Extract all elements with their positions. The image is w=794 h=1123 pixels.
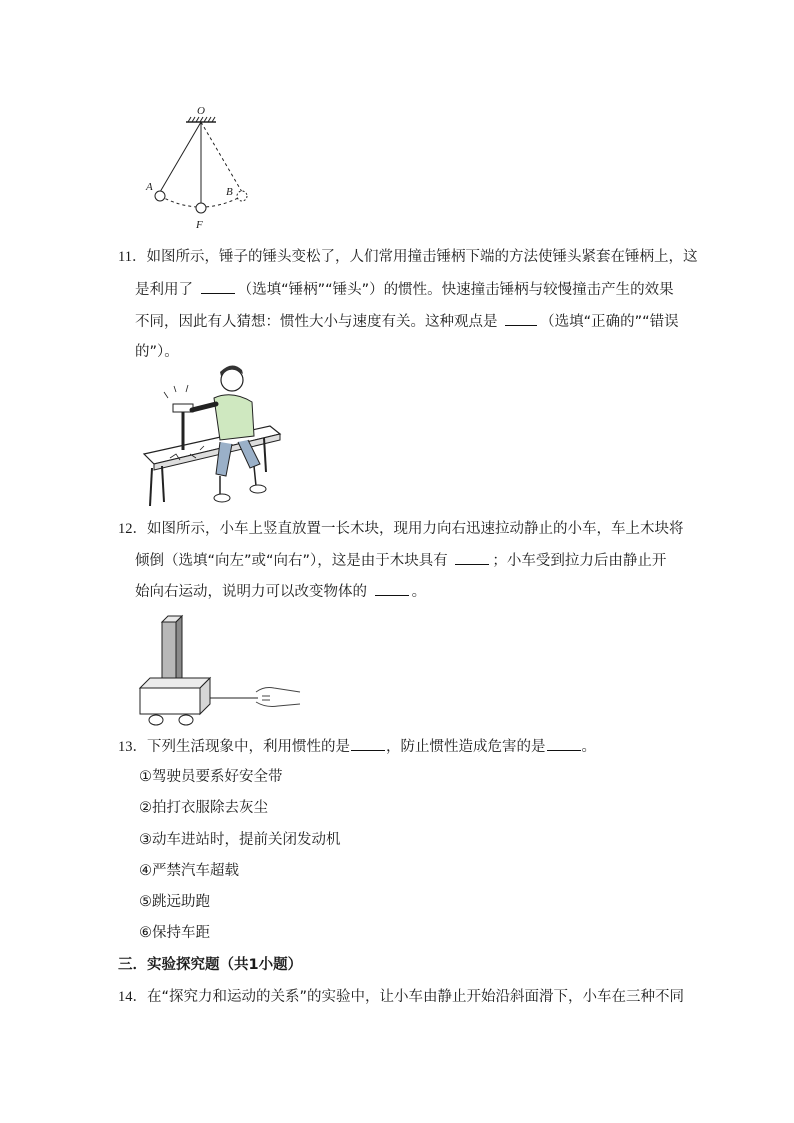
q14-line1 — [118, 987, 684, 1007]
q13-stem-c: 。 — [581, 739, 596, 755]
q12-text2b: ；小车受到拉力后由静止开 — [492, 553, 667, 569]
q12-text1: 如图所示，小车上竖直放置一长木块，现用力向右迅速拉动静止的小车，车上木块将 — [147, 521, 684, 537]
q12-line1 — [118, 519, 684, 539]
hammer-figure — [140, 362, 285, 510]
q13-blank1[interactable] — [351, 736, 385, 751]
q12-blank1[interactable] — [455, 550, 489, 565]
q11-number: 11． — [118, 249, 147, 265]
q13-stem-a: 下列生活现象中，利用惯性的是 — [147, 739, 350, 755]
q11-text3a: 不同，因此有人猜想：惯性大小与速度有关。这种观点是 — [135, 314, 498, 330]
q12-text2a: 倾倒（选填“向左”或“向右”），这是由于木块具有 — [135, 553, 448, 569]
pendulum-figure — [140, 102, 260, 232]
q14-text1: 在“探究力和运动的关系”的实验中，让小车由静止开始沿斜面滑下，小车在三种不同 — [147, 989, 685, 1005]
q13-option-1: ①驾驶员要系好安全带 — [139, 769, 283, 785]
label-o: O — [197, 105, 205, 117]
q13-stem — [118, 736, 596, 757]
q12-text3a: 始向右运动，说明力可以改变物体的 — [135, 584, 367, 600]
q11-text1: 如图所示，锤子的锤头变松了，人们常用撞击锤柄下端的方法使锤头紧套在锤柄上，这 — [146, 249, 698, 265]
q13-option-2: ②拍打衣服除去灰尘 — [139, 800, 268, 816]
q11-text2b: （选填“锤柄”“锤头”）的惯性。快速撞击锤柄与较慢撞击产生的效果 — [237, 282, 674, 298]
q11-line2 — [135, 279, 674, 300]
q12-blank2[interactable] — [375, 581, 409, 596]
q11-line1 — [118, 247, 697, 267]
q11-blank1[interactable] — [201, 279, 235, 294]
q13-option-6: ⑥保持车距 — [139, 925, 210, 941]
q11-line3 — [135, 311, 679, 332]
q11-text2a: 是利用了 — [135, 282, 193, 298]
label-f: F — [196, 219, 203, 231]
cart-figure — [138, 612, 308, 730]
q13-blank2[interactable] — [547, 736, 581, 751]
q12-number: 12． — [118, 521, 147, 537]
q11-line4 — [135, 342, 179, 362]
q11-text4: 的”）。 — [135, 344, 179, 360]
q11-text3b: （选填“正确的”“错误 — [540, 314, 679, 330]
q12-line2 — [135, 550, 666, 571]
q12-text3b: 。 — [411, 584, 427, 600]
q11-blank2[interactable] — [505, 311, 537, 326]
label-a: A — [146, 181, 153, 193]
section-3-title: 三．实验探究题（共1小题） — [118, 957, 303, 973]
q13-number: 13． — [118, 739, 147, 755]
q13-stem-b: ，防止惯性造成危害的是 — [386, 739, 546, 755]
q13-option-3: ③动车进站时，提前关闭发动机 — [139, 832, 341, 848]
label-b: B — [226, 186, 233, 198]
q14-number: 14． — [118, 989, 147, 1005]
q13-option-5: ⑤跳远助跑 — [139, 894, 210, 910]
q13-option-4: ④严禁汽车超载 — [139, 863, 239, 879]
q12-line3 — [135, 581, 426, 602]
